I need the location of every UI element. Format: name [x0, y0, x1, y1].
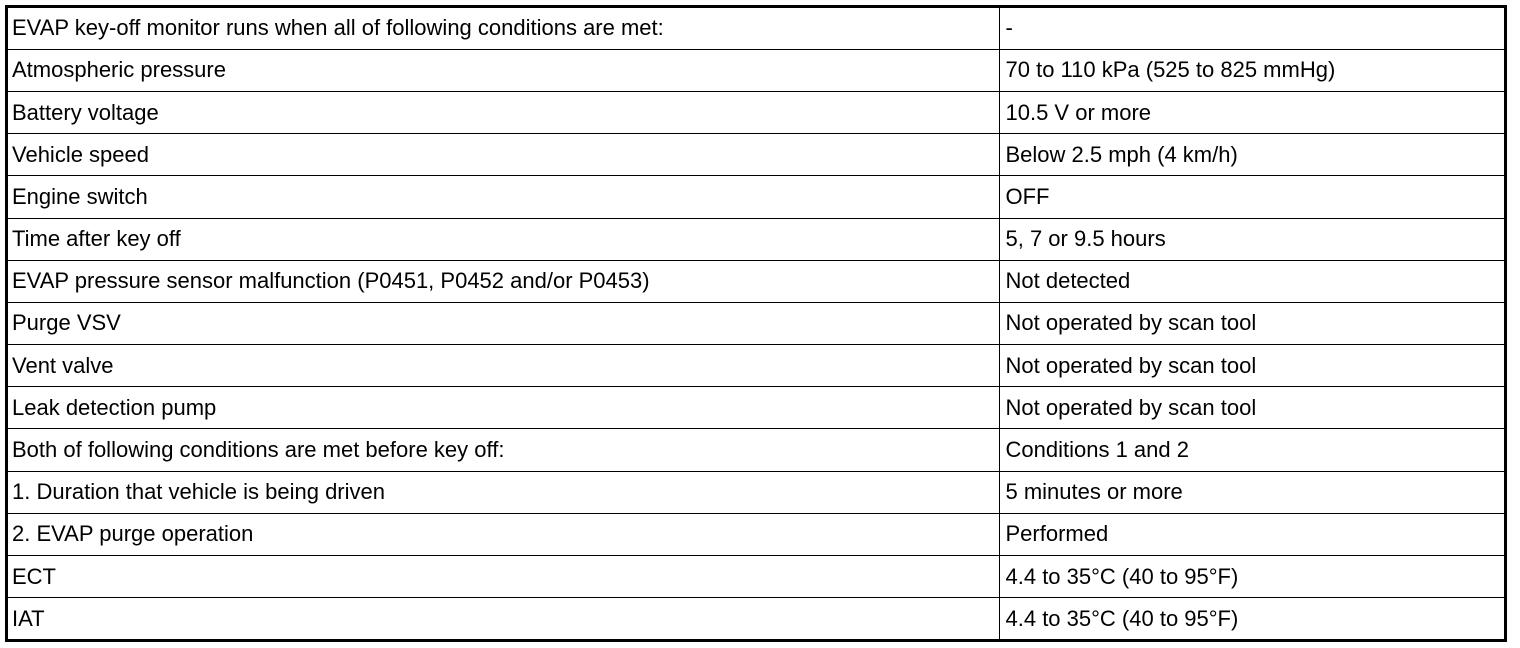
table-row	[8, 302, 1504, 344]
table-row	[8, 260, 1504, 302]
table-row	[8, 345, 1504, 387]
condition-item: Engine switch	[8, 176, 999, 218]
table-row	[8, 8, 1504, 49]
condition-value: Not detected	[999, 260, 1504, 302]
condition-value: 4.4 to 35°C (40 to 95°F)	[999, 556, 1504, 598]
table-row	[8, 218, 1504, 260]
condition-item: Both of following conditions are met before key off:	[8, 429, 999, 471]
condition-value: Below 2.5 mph (4 km/h)	[999, 134, 1504, 176]
condition-item: Vehicle speed	[8, 134, 999, 176]
table-row	[8, 471, 1504, 513]
condition-value: Not operated by scan tool	[999, 387, 1504, 429]
condition-value: 10.5 V or more	[999, 91, 1504, 133]
table-row	[8, 387, 1504, 429]
table-row	[8, 513, 1504, 555]
condition-item: Time after key off	[8, 218, 999, 260]
conditions-table	[8, 8, 1504, 639]
condition-item: Leak detection pump	[8, 387, 999, 429]
condition-value: 4.4 to 35°C (40 to 95°F)	[999, 598, 1504, 639]
table-row	[8, 598, 1504, 639]
table-row	[8, 176, 1504, 218]
condition-value: Performed	[999, 513, 1504, 555]
condition-value: 5, 7 or 9.5 hours	[999, 218, 1504, 260]
condition-value: 70 to 110 kPa (525 to 825 mmHg)	[999, 49, 1504, 91]
table-row	[8, 91, 1504, 133]
table-row	[8, 49, 1504, 91]
table-row	[8, 134, 1504, 176]
condition-item: Battery voltage	[8, 91, 999, 133]
condition-value: Not operated by scan tool	[999, 345, 1504, 387]
condition-item: 2. EVAP purge operation	[8, 513, 999, 555]
condition-value: Conditions 1 and 2	[999, 429, 1504, 471]
condition-item: Purge VSV	[8, 302, 999, 344]
condition-value: 5 minutes or more	[999, 471, 1504, 513]
condition-value: -	[999, 8, 1504, 49]
condition-item: EVAP key-off monitor runs when all of following conditions are met:	[8, 8, 999, 49]
table-row	[8, 556, 1504, 598]
condition-item: EVAP pressure sensor malfunction (P0451, P0452 and/or P0453)	[8, 260, 999, 302]
condition-item: ECT	[8, 556, 999, 598]
table-row	[8, 429, 1504, 471]
condition-item: IAT	[8, 598, 999, 639]
condition-value: OFF	[999, 176, 1504, 218]
condition-item: Vent valve	[8, 345, 999, 387]
condition-value: Not operated by scan tool	[999, 302, 1504, 344]
condition-item: 1. Duration that vehicle is being driven	[8, 471, 999, 513]
conditions-sheet	[5, 5, 1507, 642]
condition-item: Atmospheric pressure	[8, 49, 999, 91]
